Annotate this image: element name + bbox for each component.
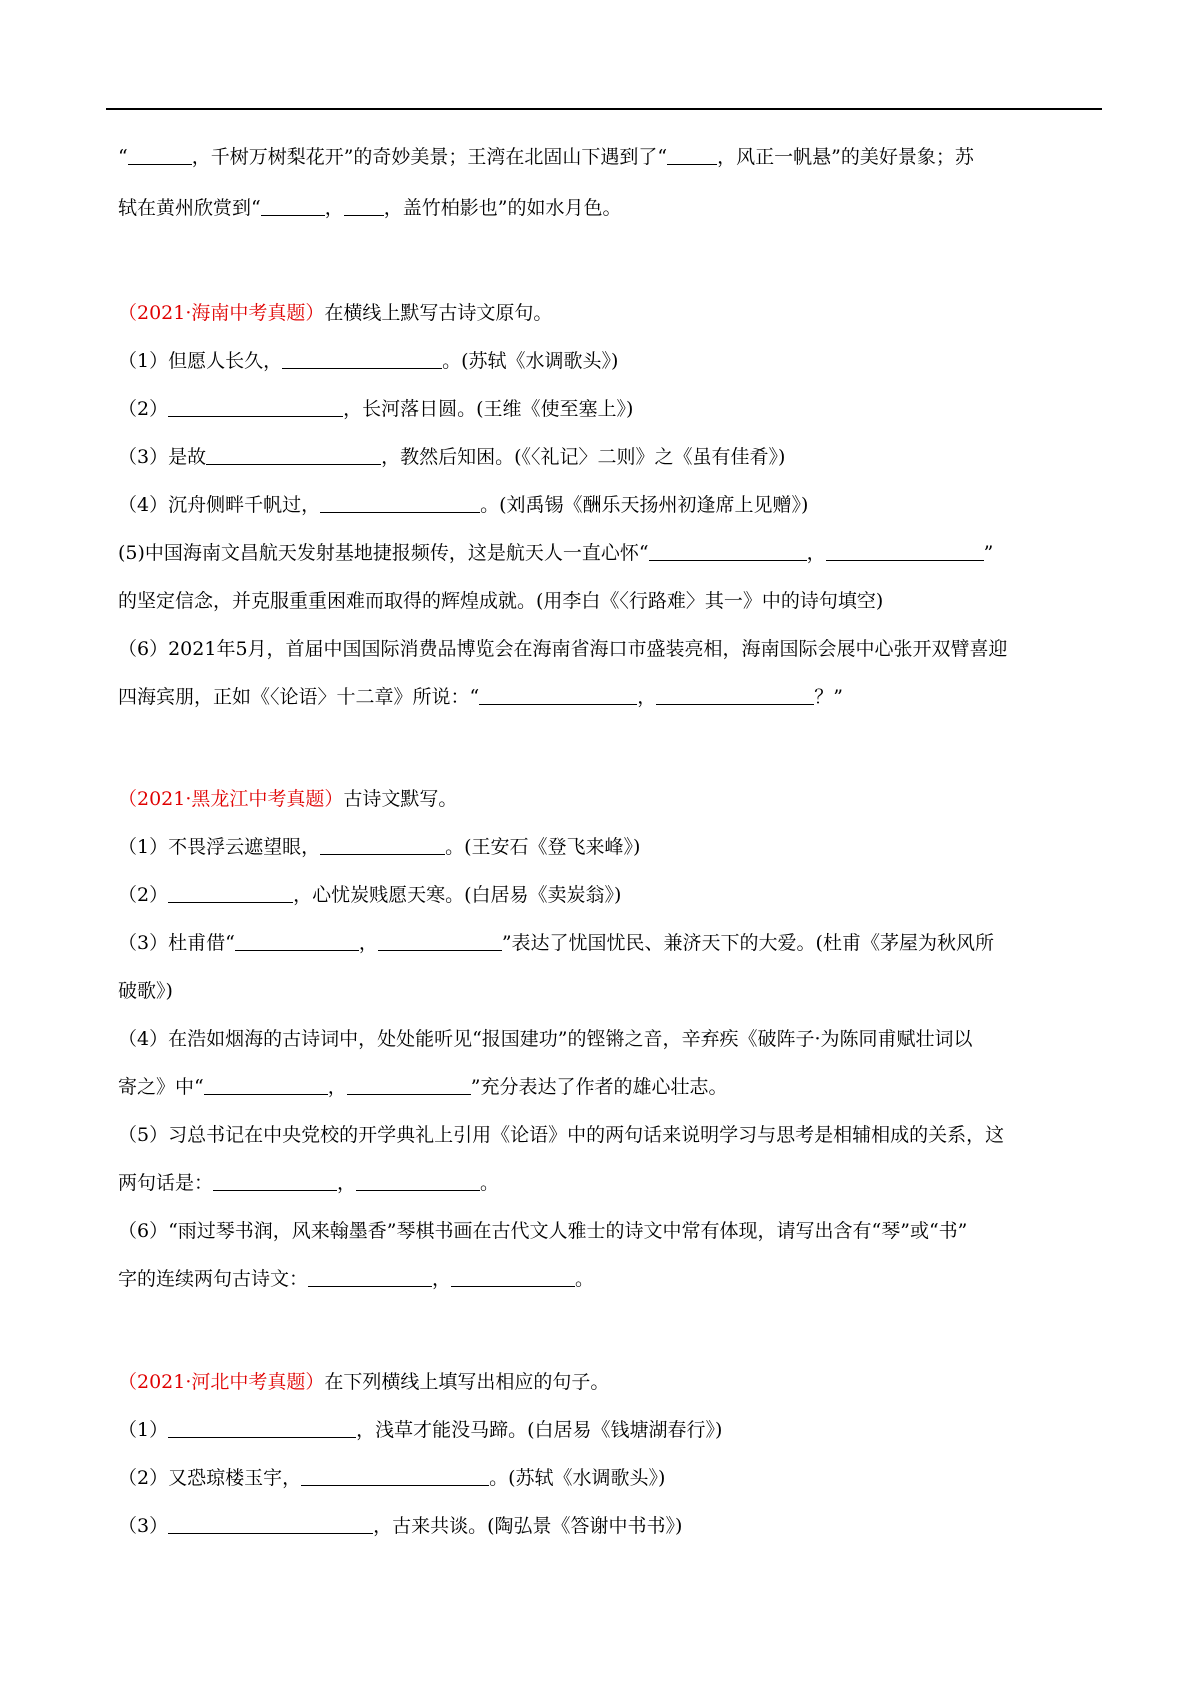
text: (5)中国海南文昌航天发射基地捷报频传，这是航天人一直心怀“ xyxy=(118,542,649,564)
text: 。(苏轼《水调歌头》) xyxy=(442,350,619,372)
text: ， xyxy=(358,932,378,954)
text: ，心忧炭贱愿天寒。(白居易《卖炭翁》) xyxy=(293,884,622,906)
answer-blank[interactable] xyxy=(320,834,445,855)
text: 的坚定信念，并克服重重困难而取得的辉煌成就。(用李白《〈行路难〉其一》中的诗句填空) xyxy=(118,590,884,612)
header-rule xyxy=(106,108,1102,110)
text: 破歌》) xyxy=(118,980,173,1002)
text: 寄之》中“ xyxy=(118,1076,204,1098)
text: （1） xyxy=(118,1419,169,1441)
hainan-heading xyxy=(118,298,1108,328)
intro-line-1 xyxy=(118,142,1108,172)
text: ，教然后知困。(《〈礼记〉二则》之《虽有佳肴》) xyxy=(381,446,786,468)
heilongjiang-q4-cont xyxy=(118,1072,1108,1102)
hainan-q2 xyxy=(118,394,1108,424)
hebei-q1 xyxy=(118,1415,1108,1445)
answer-blank[interactable] xyxy=(451,1266,575,1287)
heilongjiang-q5 xyxy=(118,1120,1108,1150)
text: 。 xyxy=(480,1172,500,1194)
text: （4）在浩如烟海的古诗词中，处处能听见“报国建功”的铿锵之音，辛弃疾《破阵子·为陈同甫赋壮词以 xyxy=(118,1028,973,1050)
text: 。(王安石《登飞来峰》) xyxy=(445,836,641,858)
answer-blank[interactable] xyxy=(378,930,502,951)
answer-blank[interactable] xyxy=(168,1417,356,1438)
text: 。(刘禹锡《酬乐天扬州初逢席上见赠》) xyxy=(480,494,809,516)
answer-blank[interactable] xyxy=(347,1074,471,1095)
answer-blank[interactable] xyxy=(344,195,384,216)
text: ，风正一帆悬”的美好景象；苏 xyxy=(717,146,974,168)
text: （6）2021年5月，首届中国国际消费品博览会在海南省海口市盛装亮相，海南国际会展中心张开双臂喜迎 xyxy=(118,638,1008,660)
heilongjiang-heading xyxy=(118,784,1108,814)
answer-blank[interactable] xyxy=(128,144,192,165)
intro-line-2 xyxy=(118,193,1108,223)
hainan-q6-cont xyxy=(118,682,1108,712)
answer-blank[interactable] xyxy=(479,684,637,705)
text: 字的连续两句古诗文： xyxy=(118,1268,309,1290)
text: （3）是故 xyxy=(118,446,207,468)
hainan-q6 xyxy=(118,634,1108,664)
hainan-q3 xyxy=(118,442,1108,472)
heilongjiang-q2 xyxy=(118,880,1108,910)
hainan-q5 xyxy=(118,538,1108,568)
answer-blank[interactable] xyxy=(206,444,381,465)
text: ， xyxy=(324,197,344,219)
text: （3）杜甫借“ xyxy=(118,932,235,954)
hebei-q2 xyxy=(118,1463,1108,1493)
text: ， xyxy=(327,1076,347,1098)
text: ”表达了忧国忧民、兼济天下的大爱。(杜甫《茅屋为秋风所 xyxy=(501,932,994,954)
text: （2） xyxy=(118,884,169,906)
answer-blank[interactable] xyxy=(649,540,807,561)
answer-blank[interactable] xyxy=(168,1513,373,1534)
answer-blank[interactable] xyxy=(168,396,343,417)
text: （5）习总书记在中央党校的开学典礼上引用《论语》中的两句话来说明学习与思考是相辅相成的关系，这 xyxy=(118,1124,1005,1146)
answer-blank[interactable] xyxy=(282,348,442,369)
text: ，千树万树梨花开”的奇妙美景；王湾在北固山下遇到了“ xyxy=(191,146,668,168)
text: ，长河落日圆。(王维《使至塞上》) xyxy=(343,398,634,420)
text: （4）沉舟侧畔千帆过， xyxy=(118,494,321,516)
answer-blank[interactable] xyxy=(204,1074,328,1095)
text: ？” xyxy=(814,686,843,708)
heilongjiang-q3-cont xyxy=(118,976,1108,1006)
text: ” xyxy=(983,542,994,564)
answer-blank[interactable] xyxy=(308,1266,432,1287)
hebei-heading xyxy=(118,1367,1108,1397)
text: 。 xyxy=(575,1268,595,1290)
heilongjiang-q6 xyxy=(118,1216,1108,1246)
text: （1）不畏浮云遮望眼， xyxy=(118,836,321,858)
answer-blank[interactable] xyxy=(235,930,359,951)
source-label: （2021·海南中考真题） xyxy=(118,302,325,324)
hebei-q3 xyxy=(118,1511,1108,1541)
text: ，盖竹柏影也”的如水月色。 xyxy=(383,197,622,219)
text: ， xyxy=(432,1268,452,1290)
hainan-q1 xyxy=(118,346,1108,376)
text: ， xyxy=(806,542,826,564)
answer-blank[interactable] xyxy=(356,1170,480,1191)
text: ， xyxy=(337,1172,357,1194)
hainan-q5-cont xyxy=(118,586,1108,616)
hainan-q4 xyxy=(118,490,1108,520)
heilongjiang-q1 xyxy=(118,832,1108,862)
answer-blank[interactable] xyxy=(213,1170,337,1191)
text: “ xyxy=(118,146,128,168)
text: ， xyxy=(637,686,657,708)
text: 四海宾朋，正如《〈论语〉十二章》所说：“ xyxy=(118,686,480,708)
answer-blank[interactable] xyxy=(301,1465,489,1486)
instruction: 在横线上默写古诗文原句。 xyxy=(324,302,553,324)
text: 。(苏轼《水调歌头》) xyxy=(489,1467,666,1489)
instruction: 在下列横线上填写出相应的句子。 xyxy=(324,1371,610,1393)
source-label: （2021·河北中考真题） xyxy=(118,1371,325,1393)
text: （2）又恐琼楼玉宇， xyxy=(118,1467,302,1489)
answer-blank[interactable] xyxy=(320,492,480,513)
heilongjiang-q6-cont xyxy=(118,1264,1108,1294)
text: ”充分表达了作者的雄心壮志。 xyxy=(470,1076,728,1098)
heilongjiang-q3 xyxy=(118,928,1108,958)
answer-blank[interactable] xyxy=(168,882,293,903)
text: 两句话是： xyxy=(118,1172,214,1194)
answer-blank[interactable] xyxy=(656,684,814,705)
source-label: （2021·黑龙江中考真题） xyxy=(118,788,344,810)
text: ，浅草才能没马蹄。(白居易《钱塘湖春行》) xyxy=(356,1419,723,1441)
instruction: 古诗文默写。 xyxy=(343,788,458,810)
text: 轼在黄州欣赏到“ xyxy=(118,197,261,219)
text: （6）“雨过琴书润，风来翰墨香”琴棋书画在古代文人雅士的诗文中常有体现，请写出含有“琴”或“书” xyxy=(118,1220,968,1242)
answer-blank[interactable] xyxy=(667,144,717,165)
heilongjiang-q5-cont xyxy=(118,1168,1108,1198)
text: （2） xyxy=(118,398,169,420)
answer-blank[interactable] xyxy=(261,195,325,216)
answer-blank[interactable] xyxy=(826,540,984,561)
text: （3） xyxy=(118,1515,169,1537)
heilongjiang-q4 xyxy=(118,1024,1108,1054)
text: （1）但愿人长久， xyxy=(118,350,283,372)
text: ，古来共谈。(陶弘景《答谢中书书》) xyxy=(373,1515,683,1537)
